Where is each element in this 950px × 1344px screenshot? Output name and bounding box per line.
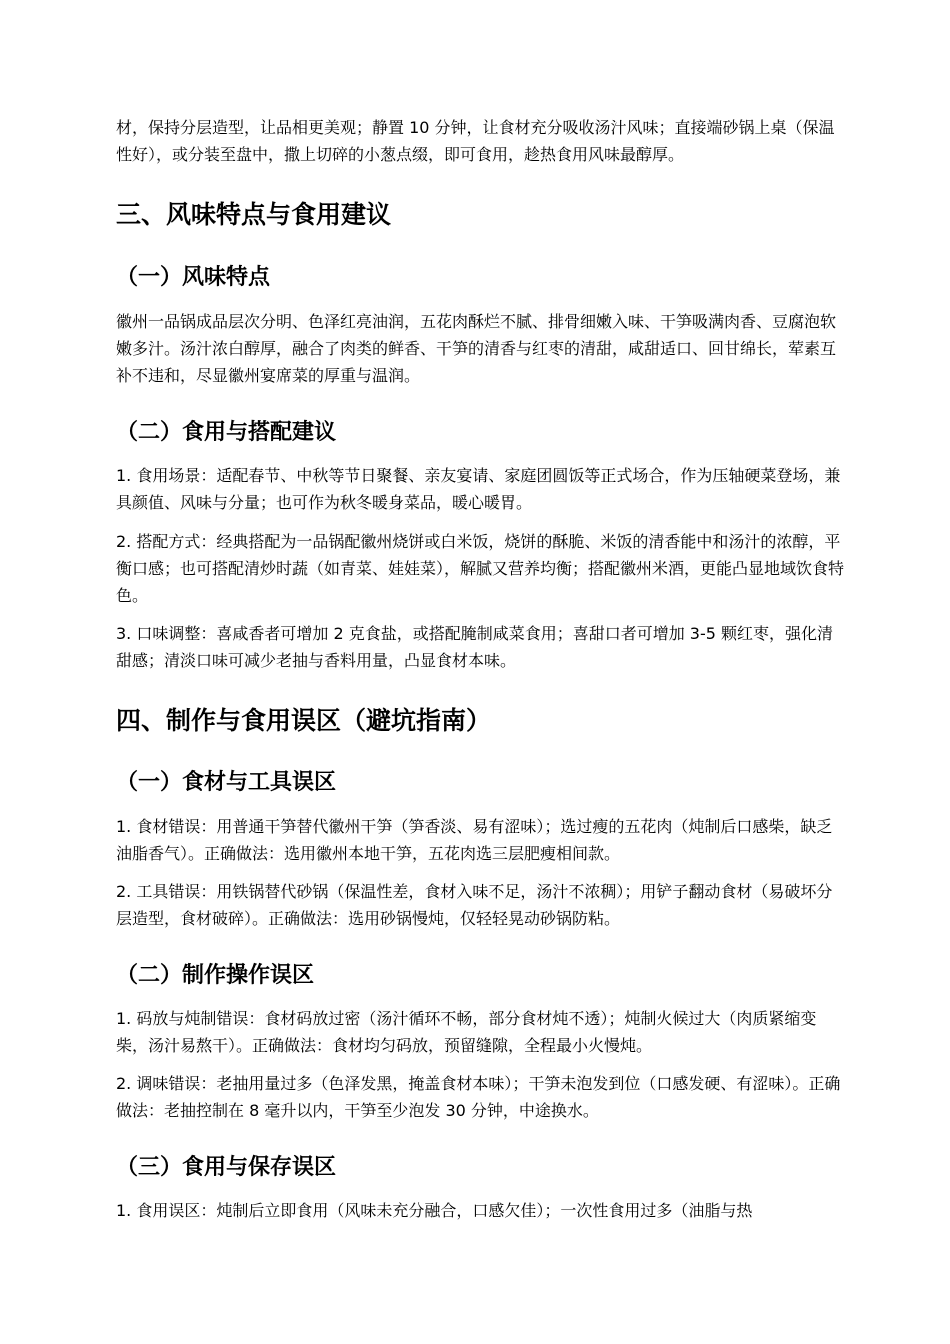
list-item: 1. 食材错误：用普通干笋替代徽州干笋（笋香淡、易有涩味）；选过瘦的五花肉（炖制后口感柴，缺乏油脂香气）。正确做法：选用徽州本地干笋，五花肉选三层肥瘦相间款。 xyxy=(116,817,833,863)
section-3-1-paragraph: 徽州一品锅成品层次分明、色泽红亮油润，五花肉酥烂不腻、排骨细嫩入味、干笋吸满肉香、豆腐泡软嫩多汁。汤汁浓白醇厚，融合了肉类的鲜香、干笋的清香与红枣的清甜，咸甜适口、回甘绵长，荤素互补不违和，尽显徽州宴席菜的厚重与温润。 xyxy=(116,312,837,385)
list-item: 2. 搭配方式：经典搭配为一品锅配徽州烧饼或白米饭，烧饼的酥脆、米饭的清香能中和汤汁的浓醇，平衡口感；也可搭配清炒时蔬（如青菜、娃娃菜），解腻又营养均衡；搭配徽州米酒，更能凸显地域饮食特色。 xyxy=(116,532,845,605)
section-3-2-heading: （二）食用与搭配建议 xyxy=(116,420,337,445)
section-3-1-heading: （一）风味特点 xyxy=(116,265,271,290)
intro-paragraph: 材，保持分层造型，让品相更美观；静置 10 分钟，让食材充分吸收汤汁风味；直接端砂锅上桌（保温性好），或分装至盘中，撒上切碎的小葱点缀，即可食用，趁热食用风味最醇厚。 xyxy=(116,118,835,164)
section-4-heading: 四、制作与食用误区（避坑指南） xyxy=(116,706,492,735)
section-4-3-heading: （三）食用与保存误区 xyxy=(116,1155,337,1180)
list-item: 3. 口味调整：喜咸香者可增加 2 克食盐，或搭配腌制咸菜食用；喜甜口者可增加 3-5 颗红枣，强化清甜感；清淡口味可减少老抽与香料用量，凸显食材本味。 xyxy=(116,624,834,670)
section-4-2-heading: （二）制作操作误区 xyxy=(116,963,315,988)
section-4-1-heading: （一）食材与工具误区 xyxy=(116,770,337,795)
section-3-heading: 三、风味特点与食用建议 xyxy=(116,200,392,229)
list-item: 1. 食用误区：炖制后立即食用（风味未充分融合，口感欠佳）；一次性食用过多（油脂与热 xyxy=(116,1201,753,1220)
list-item: 1. 码放与炖制错误：食材码放过密（汤汁循环不畅，部分食材炖不透）；炖制火候过大（肉质紧缩变柴，汤汁易熬干）。正确做法：食材均匀码放，预留缝隙，全程最小火慢炖。 xyxy=(116,1009,817,1055)
list-item: 2. 工具错误：用铁锅替代砂锅（保温性差，食材入味不足，汤汁不浓稠）；用铲子翻动食材（易破坏分层造型，食材破碎）。正确做法：选用砂锅慢炖，仅轻轻晃动砂锅防粘。 xyxy=(116,882,833,928)
list-item: 2. 调味错误：老抽用量过多（色泽发黑，掩盖食材本味）；干笋未泡发到位（口感发硬、有涩味）。正确做法：老抽控制在 8 毫升以内，干笋至少泡发 30 分钟，中途换水。 xyxy=(116,1074,841,1120)
list-item: 1. 食用场景：适配春节、中秋等节日聚餐、亲友宴请、家庭团圆饭等正式场合，作为压轴硬菜登场，兼具颜值、风味与分量；也可作为秋冬暖身菜品，暖心暖胃。 xyxy=(116,466,841,512)
